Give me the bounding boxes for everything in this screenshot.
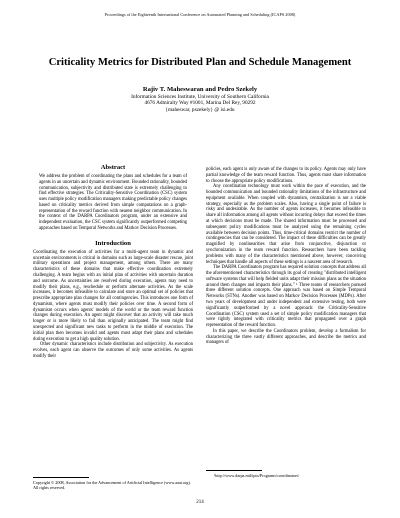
- page-number: 214: [196, 500, 204, 505]
- right-paragraph-3: The DARPA Coordinators program has required solution concepts that address all the aforementioned characteristics through its goal of creating "distributed intelligent software systems that will help fielded units adapt their mission plans as the situation around them changes and impacts their plans." ¹ Three teams of researchers pursued three different solution concepts. One approach was based on Simple Temporal Networks (STNs). Another was based on Markov Decision Processes (MDPs). After two years of development and under independent and extensive testing, both were significantly outperformed by a novel approach: the Criticality-Sensitive Coordination (CSC) system used a set of simple policy modification managers that were tightly integrated with criticality metrics that propagated over a graph representation of the reward function.: [206, 265, 366, 329]
- copyright-rule: [33, 477, 89, 478]
- introduction-heading: Introduction: [95, 239, 131, 247]
- abstract-text: We address the problem of coordinating the plans and schedules for a team of agents in an uncertain and dynamic environment. Bounded rationality, bounded communication, subjectivity and distributed state is extremely challenging to find effective strategies. The Criticality-Sensitive Coordination (CSC) system uses multiple policy modification managers making predictable policy changes based on criticality metrics derived from simple computations on a graph-representation of the reward function with nearest neighbor communication. In the context of the DARPA Coordinators program, under an extensive and independent evaluation, the CSC system significantly outperformed competing approaches based on Temporal Networks and Markov Decision Processes.: [39, 174, 187, 232]
- proceedings-header: Proceedings of the Eighteenth International Conference on Automated Planning and Scheduling (ICAPS 2008): [104, 12, 296, 17]
- right-column: [206, 167, 366, 346]
- author-email: {maheswar, pszekely} @ isi.edu: [165, 106, 235, 113]
- left-column: [33, 164, 193, 360]
- abstract-heading: Abstract: [100, 164, 126, 171]
- intro-paragraph-1: Coordinating the execution of activities for a multi-agent team in dynamic and uncertain environments is critical in domains such as large-scale disaster rescue, joint military operations and project management, among others. There are many characteristics of these domains that make effective coordination extremely challenging. A team begins with an initial plan of activities with uncertain duration and outcome. As uncertainties are resolved during execution, agents may need to modify their plans, e.g., reschedule or perform alternate activities. As the scale increases, it becomes infeasible to calculate and store an optimal set of policies that prescribe appropriate plan changes for all contingencies. This introduces one form of dynamism, where agents must modify their policies over time. A second form of dynamism occurs when agents' models of the world or the team reward function changes during execution. An agent might discover that an activity will take much longer or is more likely to fail than originally anticipated. The team might find unexpected and significant new tasks to perform in the middle of execution. The initial plan then becomes invalid and agents must adapt their plans and schedules during execution to get a high quality solution.: [33, 249, 193, 342]
- right-paragraph-2: Any coordination technology must work within the pace of execution, and the bounded communication and bounded rationality limitations of the infrastructure and equipment available. When coupled with dynamism, centralization is not a viable strategy, especially as the problem scales. Also, having a single point of failure is risky and undesirable. As the number of agents increases, it becomes infeasible to share all information among all agents without incurring delays that exceed the times at which decisions must be made. The shared information must be processed and subsequent policy modifications must be analyzed using the remaining cycles available between decision points. Thus, time-critical domains restrict the number of contingencies that can be considered. The impact of these difficulties can be greatly magnified by nonlinearities that arise from conjunctive, disjunction or synchronization in the team reward function. Researchers have been tackling problems with many of the characteristics mentioned above, however, conceiving techniques that handle all aspects of these settings is a nascent area of research.: [206, 184, 366, 265]
- footnote-rule: [206, 470, 262, 471]
- right-paragraph-4: In this paper, we describe the Coordinators problem, develop a formalism for characterizing the three vastly different approaches, and describe the metrics and managers of: [206, 328, 366, 346]
- footnote-url: ¹http://www.darpa.mil/ipto/Programs/coordinators/: [214, 473, 300, 478]
- copyright-notice: Copyright © 2008, Association for the Advancement of Artificial Intelligence (www.aaai.org). All rights reserved.: [33, 480, 191, 491]
- paper-title: Criticality Metrics for Distributed Plan and Schedule Management: [48, 57, 352, 68]
- right-paragraph-1: policies, each agent is only aware of the changes to its policy. Agents may only have partial knowledge of the team reward function. Thus, agents must share information to choose the appropriate policy modifications.: [206, 167, 366, 184]
- authors-block: [80, 86, 320, 113]
- author-names: Rajiv T. Maheswaran and Pedro Szekely: [142, 86, 258, 93]
- author-address: 4676 Admiralty Way #1001, Marina Del Rey, 90292: [144, 100, 256, 107]
- intro-paragraph-2: Other dynamic characteristics include distribution and subjectivity. As execution evolves, each agent can observe the outcomes of only some activities. As agents modify their: [33, 342, 193, 359]
- author-affiliation: Information Sciences Institute, University of Southern California: [131, 94, 269, 100]
